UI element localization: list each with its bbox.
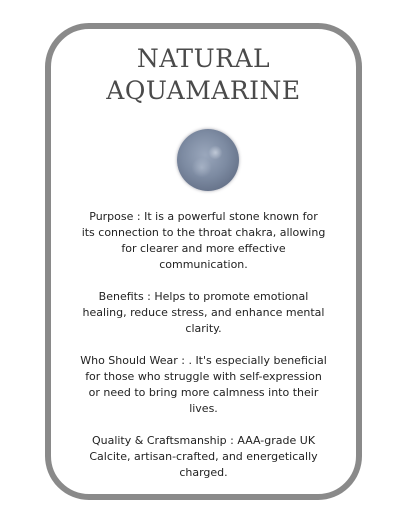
title-line-2: AQUAMARINE <box>106 76 301 105</box>
who-line-3: or need to bring more calmness into their <box>88 386 319 399</box>
who-should-wear-paragraph <box>51 353 356 417</box>
who-line-2: for those who struggle with self-expression <box>85 370 322 383</box>
aquamarine-stone-icon <box>177 129 239 191</box>
purpose-paragraph <box>51 209 356 273</box>
who-line-1: Who Should Wear : . It's especially beneficial <box>80 354 327 367</box>
who-line-4: lives. <box>189 402 218 415</box>
card-title <box>51 43 356 107</box>
benefits-line-1: Benefits : Helps to promote emotional <box>98 290 309 303</box>
quality-paragraph <box>51 433 356 481</box>
quality-line-1: Quality & Craftsmanship : AAA-grade UK <box>91 434 316 447</box>
purpose-line-4: communication. <box>159 258 248 271</box>
title-line-1: NATURAL <box>136 44 271 73</box>
purpose-line-2: its connection to the throat chakra, allowing <box>81 226 326 239</box>
benefits-line-2: healing, reduce stress, and enhance mental <box>82 306 325 319</box>
card-description <box>51 209 356 497</box>
quality-line-3: charged. <box>179 466 228 479</box>
purpose-line-3: for clearer and more effective <box>121 242 286 255</box>
benefits-paragraph <box>51 289 356 337</box>
benefits-line-3: clarity. <box>185 322 222 335</box>
info-card <box>45 23 362 500</box>
purpose-line-1: Purpose : It is a powerful stone known for <box>89 210 318 223</box>
quality-line-2: Calcite, artisan-crafted, and energetically <box>89 450 318 463</box>
